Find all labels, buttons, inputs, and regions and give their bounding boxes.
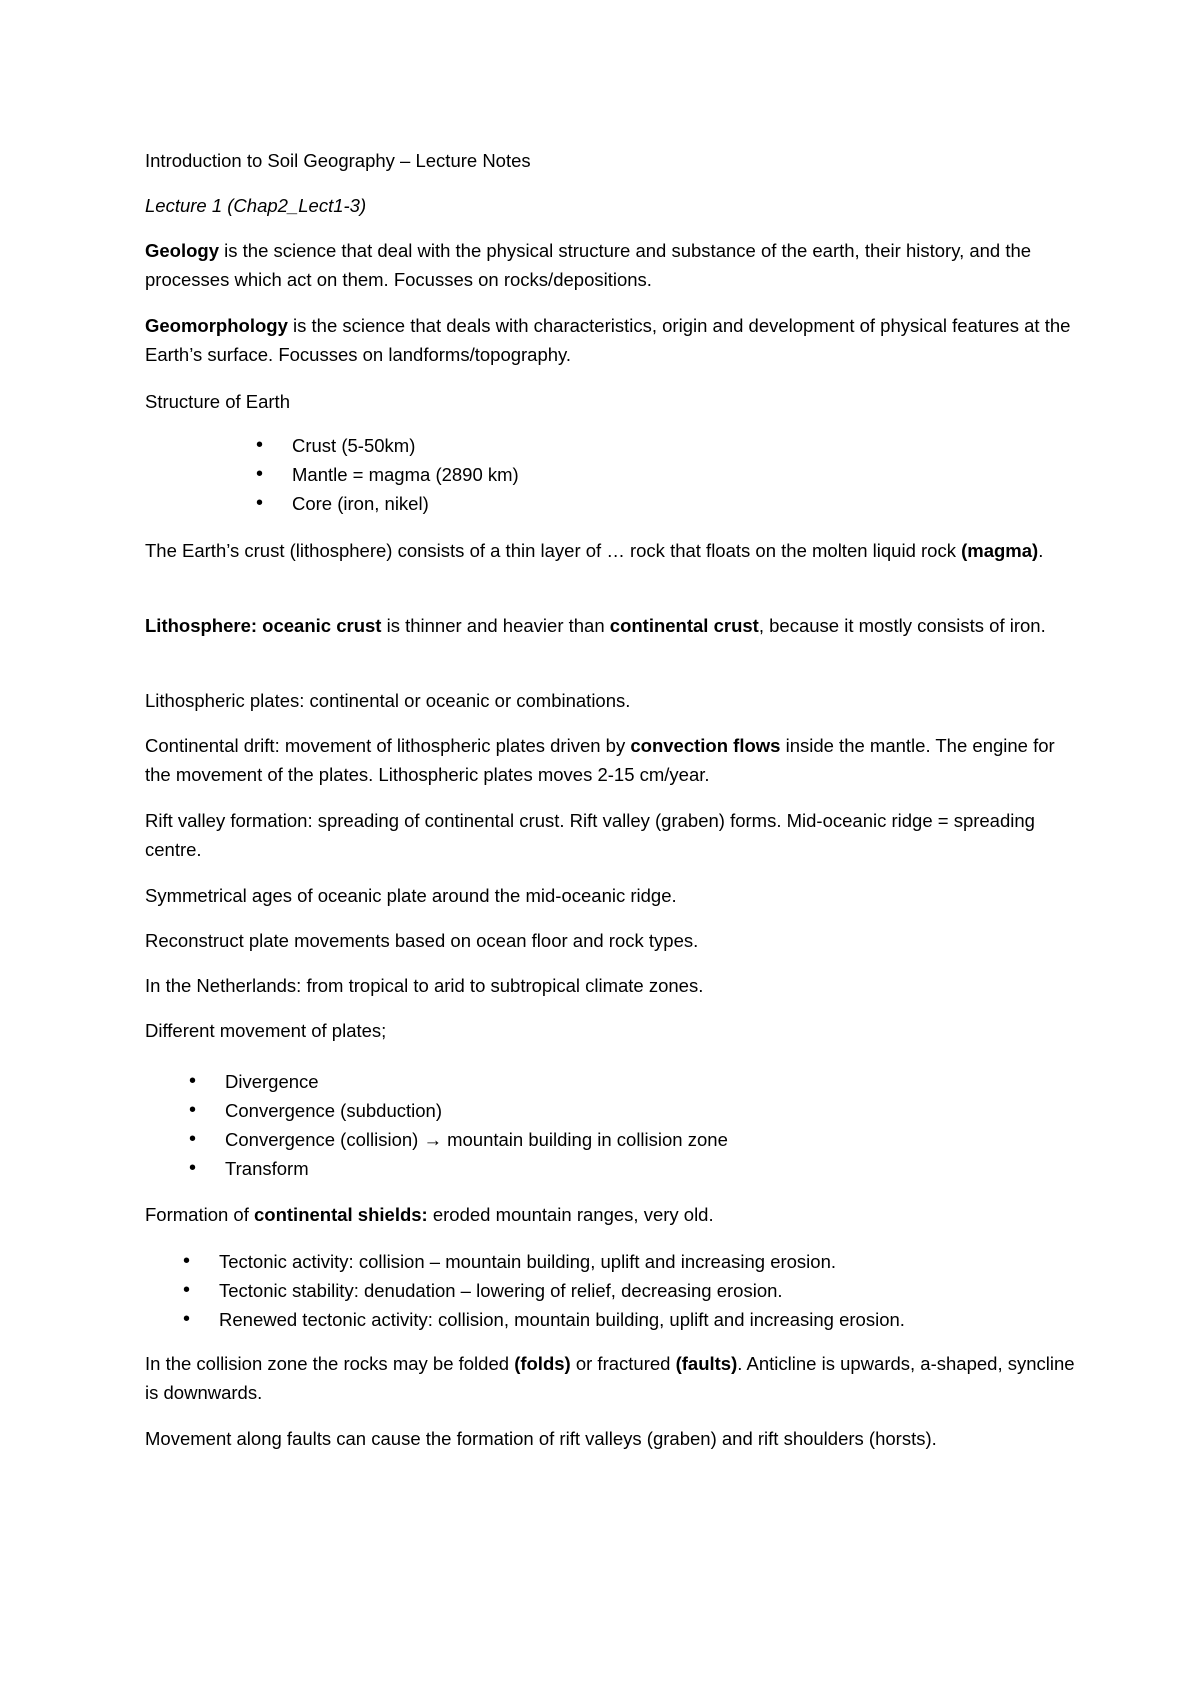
list-item: • Tectonic stability: denudation – lowering of relief, decreasing erosion. [219,1276,905,1305]
structure-list [292,431,519,518]
drift-text-1: Continental drift: movement of lithospheric plates driven by [145,735,631,756]
shields-text-1: Formation of [145,1204,254,1225]
list-item: • Renewed tectonic activity: collision, mountain building, uplift and increasing erosion. [219,1305,905,1334]
plates-paragraph: Lithospheric plates: continental or oceanic or combinations. [145,690,631,711]
lecture-label [145,191,1075,220]
faults-paragraph: Movement along faults can cause the formation of rift valleys (graben) and rift shoulders (horsts). [145,1428,937,1449]
geomorphology-paragraph [145,311,1075,369]
list-item: • Convergence (subduction) [225,1096,728,1125]
continental-shields-term: continental shields: [254,1204,428,1225]
lecture-label-text: Lecture 1 (Chap2_Lect1-3) [145,195,367,216]
lithosphere-paragraph [145,611,1075,640]
netherlands-paragraph: In the Netherlands: from tropical to arid to subtropical climate zones. [145,975,704,996]
drift-text-2: inside the mantle. The engine for the movement of the plates. Lithospheric plates moves 2-15 cm/year. [145,735,1055,785]
shields-paragraph [145,1200,1075,1229]
collision-text-3: . Anticline is upwards, a-shaped, syncline is downwards. [145,1353,1075,1403]
magma-term: (magma) [961,540,1039,561]
convection-term: convection flows [630,735,781,756]
collision-paragraph [145,1349,1075,1407]
list-item: • Divergence [225,1067,728,1096]
shields-list [219,1247,905,1334]
movement-list [225,1067,728,1183]
oceanic-crust-term: oceanic crust [262,615,382,636]
collision-text-2: or fractured [570,1353,676,1374]
geology-paragraph [145,236,1075,294]
movement-heading: Different movement of plates; [145,1020,387,1041]
list-item: • Mantle = magma (2890 km) [292,460,519,489]
structure-heading: Structure of Earth [145,391,290,412]
crust-end: . [1038,540,1044,561]
geomorphology-text: is the science that deals with characteristics, origin and development of physical features at the Earth’s surface. Focusses on landforms/topography. [145,315,1071,365]
continental-crust-term: continental crust [609,615,759,636]
drift-paragraph [145,731,1075,789]
document-title: Introduction to Soil Geography – Lecture Notes [145,150,531,171]
geomorphology-term: Geomorphology [145,315,288,336]
list-item: • Convergence (collision) → mountain building in collision zone [225,1125,728,1154]
folds-term: (folds) [514,1353,571,1374]
collision-text-1: In the collision zone the rocks may be folded [145,1353,515,1374]
lithosphere-text-2: , because it mostly consists of iron. [758,615,1046,636]
list-item: • Crust (5-50km) [292,431,519,460]
lithosphere-term: Lithosphere: [145,615,258,636]
list-item: • Transform [225,1154,728,1183]
crust-text: The Earth’s crust (lithosphere) consists of a thin layer of … rock that floats on the molten liquid rock [145,540,962,561]
geology-text: is the science that deal with the physical structure and substance of the earth, their history, and the processes which act on them. Focusses on rocks/depositions. [145,240,1032,290]
shields-text-2: eroded mountain ranges, very old. [427,1204,714,1225]
faults-term: (faults) [675,1353,738,1374]
list-item: • Core (iron, nikel) [292,489,519,518]
geology-term: Geology [145,240,220,261]
list-item: • Tectonic activity: collision – mountain building, uplift and increasing erosion. [219,1247,905,1276]
lithosphere-text-1: is thinner and heavier than [381,615,610,636]
symmetrical-paragraph: Symmetrical ages of oceanic plate around the mid-oceanic ridge. [145,885,677,906]
reconstruct-paragraph: Reconstruct plate movements based on ocean floor and rock types. [145,930,699,951]
rift-paragraph: Rift valley formation: spreading of continental crust. Rift valley (graben) forms. Mid-oceanic ridge = spreading centre. [145,810,1035,860]
crust-paragraph [145,536,1075,565]
